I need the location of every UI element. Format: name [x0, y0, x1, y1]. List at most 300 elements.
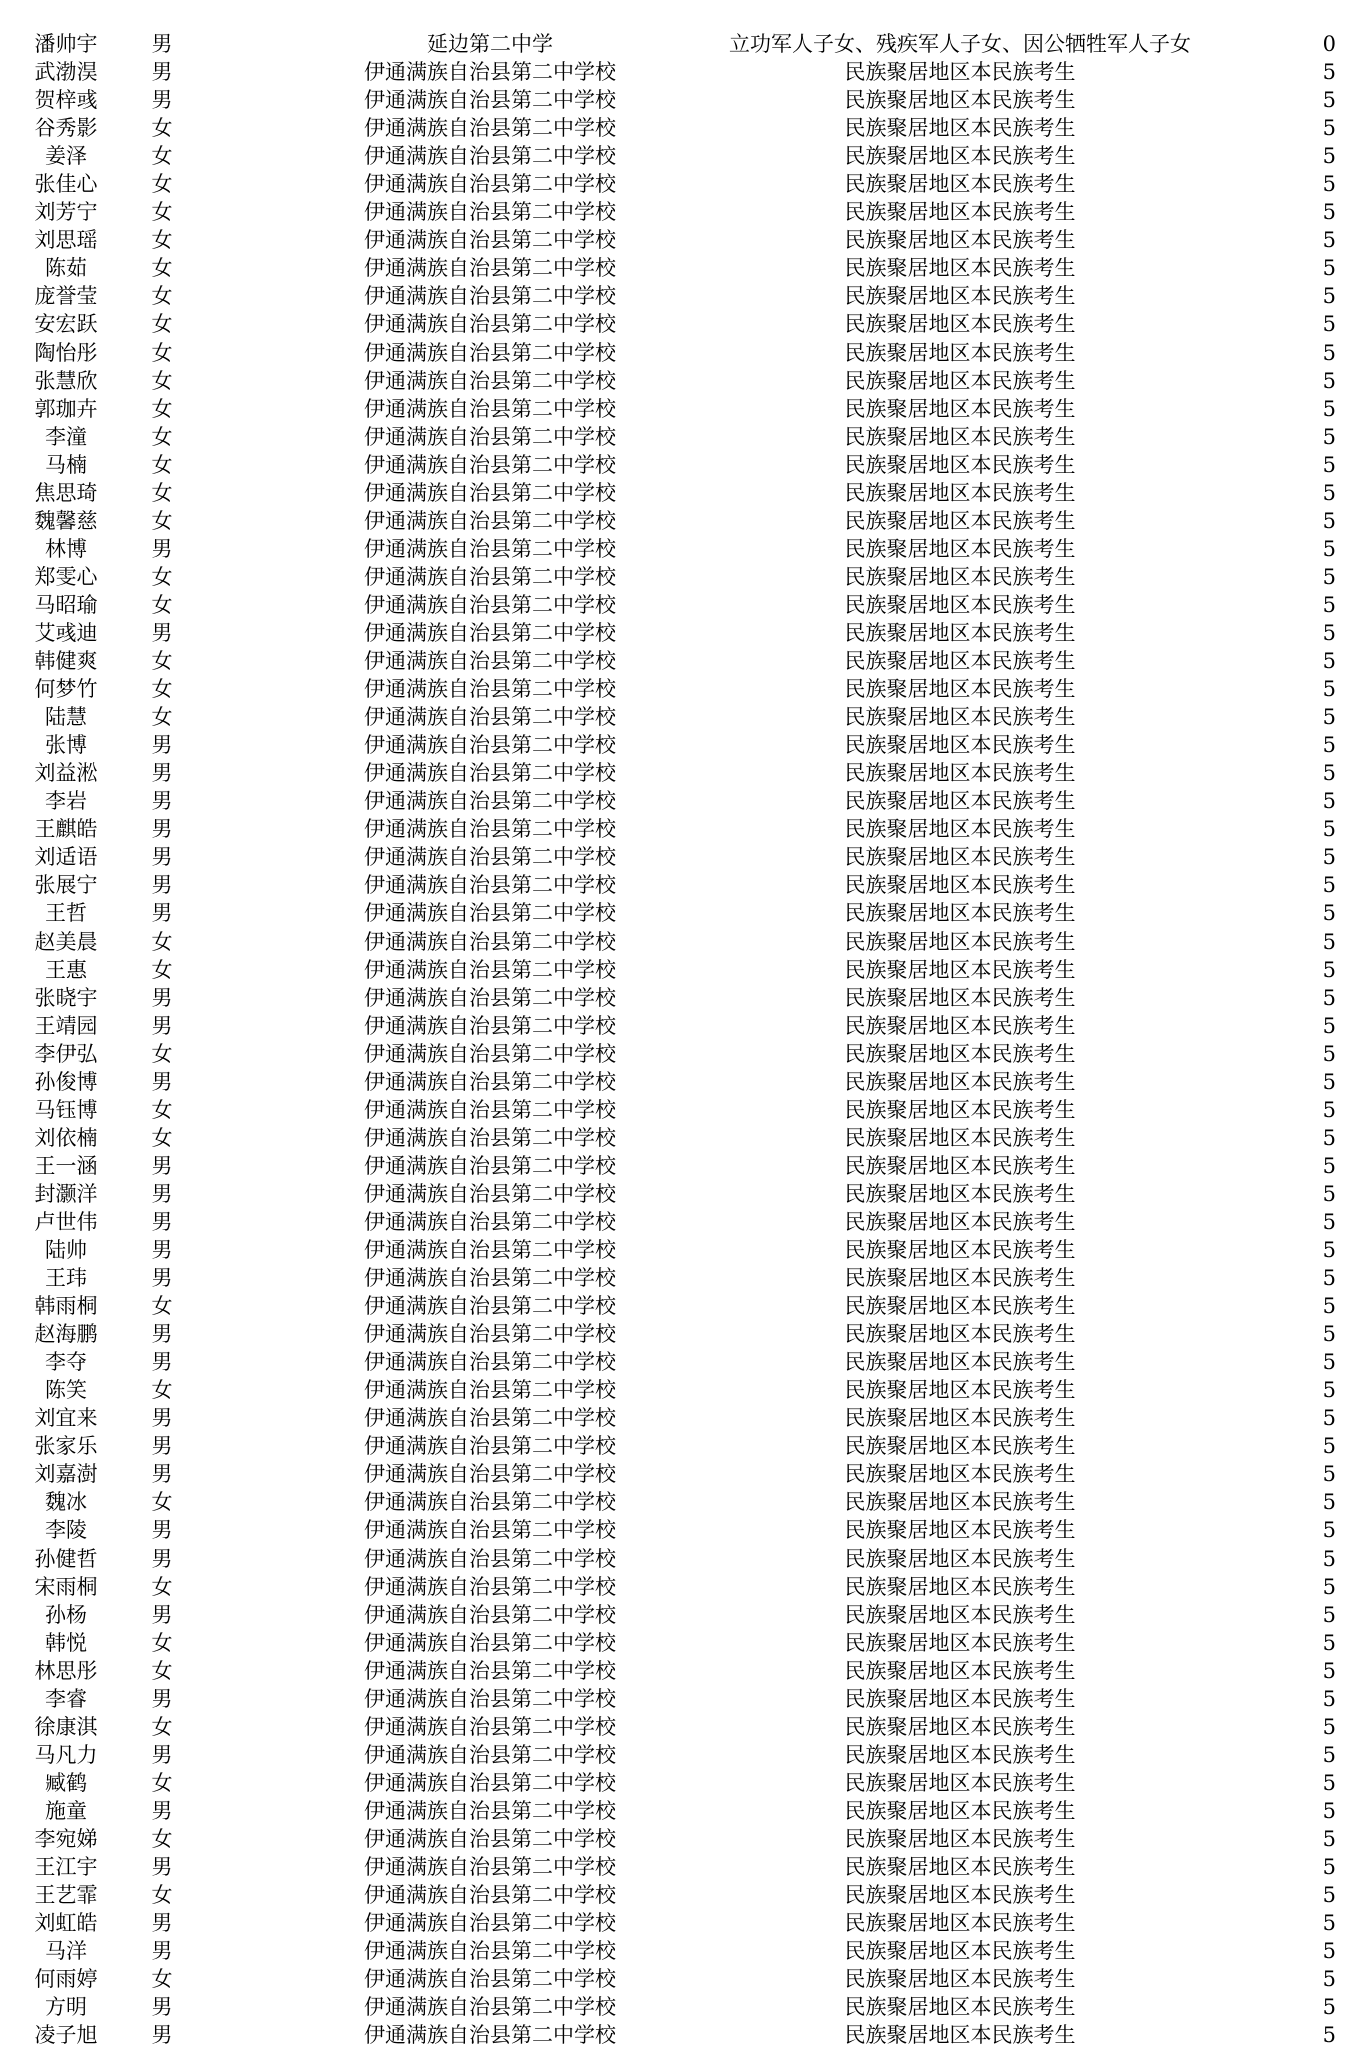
bonus-category: 民族聚居地区本民族考生 — [844, 1322, 1076, 1347]
bonus-points: 5 — [1322, 901, 1336, 926]
school-name: 伊通满族自治县第二中学校 — [364, 1827, 616, 1851]
student-gender: 女 — [151, 256, 173, 281]
bonus-points: 5 — [1322, 396, 1336, 421]
student-name: 李夺 — [45, 1350, 87, 1375]
student-gender: 男 — [151, 1855, 173, 1880]
school-name: 伊通满族自治县第二中学校 — [364, 1209, 616, 1234]
table-row — [0, 86, 1367, 114]
student-name: 陆慧 — [45, 705, 87, 730]
bonus-category: 民族聚居地区本民族考生 — [844, 60, 1076, 85]
bonus-category: 民族聚居地区本民族考生 — [844, 1406, 1076, 1431]
student-gender: 女 — [151, 1097, 173, 1122]
student-gender: 男 — [151, 536, 173, 561]
bonus-category: 民族聚居地区本民族考生 — [844, 1181, 1076, 1206]
table-row — [0, 1881, 1367, 1909]
student-name: 刘思瑶 — [34, 228, 98, 253]
school-name: 伊通满族自治县第二中学校 — [364, 1125, 616, 1150]
bonus-points: 5 — [1322, 985, 1336, 1010]
student-gender: 女 — [151, 649, 173, 674]
student-name: 李陵 — [45, 1518, 87, 1543]
table-row — [0, 254, 1367, 282]
student-gender: 男 — [151, 1939, 173, 1964]
student-gender: 男 — [151, 1686, 173, 1711]
table-row — [0, 1685, 1367, 1713]
student-gender: 男 — [151, 32, 173, 56]
bonus-category: 民族聚居地区本民族考生 — [844, 396, 1076, 421]
student-gender: 男 — [151, 1181, 173, 1206]
table-row — [0, 507, 1367, 535]
student-name: 张晓宇 — [34, 985, 98, 1010]
table-row — [0, 703, 1367, 731]
student-name: 王惠 — [45, 957, 87, 982]
bonus-points: 5 — [1322, 1518, 1336, 1543]
school-name: 伊通满族自治县第二中学校 — [364, 1686, 616, 1711]
school-name: 伊通满族自治县第二中学校 — [364, 116, 616, 141]
student-name: 卢世伟 — [34, 1209, 98, 1234]
school-name: 伊通满族自治县第二中学校 — [364, 1041, 616, 1066]
table-row — [0, 1320, 1367, 1348]
student-name: 凌子旭 — [34, 2023, 98, 2048]
bonus-points: 5 — [1322, 1069, 1336, 1094]
bonus-category: 民族聚居地区本民族考生 — [844, 508, 1076, 533]
student-name: 封灏洋 — [34, 1181, 98, 1206]
student-gender: 男 — [151, 620, 173, 645]
school-name: 伊通满族自治县第二中学校 — [364, 705, 616, 730]
bonus-category: 民族聚居地区本民族考生 — [844, 1125, 1076, 1150]
student-gender: 女 — [151, 564, 173, 589]
student-name: 张家乐 — [34, 1434, 98, 1459]
bonus-category: 民族聚居地区本民族考生 — [844, 789, 1076, 814]
school-name: 伊通满族自治县第二中学校 — [364, 1574, 616, 1599]
student-gender: 女 — [151, 1294, 173, 1319]
bonus-category: 民族聚居地区本民族考生 — [844, 200, 1076, 225]
bonus-points: 5 — [1322, 677, 1336, 702]
school-name: 伊通满族自治县第二中学校 — [364, 929, 616, 954]
bonus-category: 民族聚居地区本民族考生 — [844, 480, 1076, 505]
school-name: 伊通满族自治县第二中学校 — [364, 1855, 616, 1880]
school-name: 伊通满族自治县第二中学校 — [364, 620, 616, 645]
table-row — [0, 1488, 1367, 1516]
student-name: 潘帅宇 — [34, 32, 98, 56]
bonus-category: 民族聚居地区本民族考生 — [844, 1041, 1076, 1066]
student-name: 何雨婷 — [34, 1967, 98, 1992]
student-name: 庞誉莹 — [34, 284, 98, 309]
bonus-points: 5 — [1322, 1013, 1336, 1038]
table-row — [0, 1993, 1367, 2021]
table-row — [0, 843, 1367, 871]
table-row — [0, 1264, 1367, 1292]
bonus-points: 5 — [1322, 1490, 1336, 1515]
school-name: 伊通满族自治县第二中学校 — [364, 2023, 616, 2048]
bonus-points: 5 — [1322, 2023, 1336, 2048]
bonus-category: 民族聚居地区本民族考生 — [844, 761, 1076, 786]
student-name: 臧鹤 — [45, 1770, 87, 1795]
bonus-points: 5 — [1322, 1883, 1336, 1908]
student-name: 何梦竹 — [34, 677, 98, 702]
bonus-points: 5 — [1322, 1350, 1336, 1375]
table-row — [0, 928, 1367, 956]
student-gender: 女 — [151, 677, 173, 702]
bonus-points: 5 — [1322, 1546, 1336, 1571]
bonus-points: 5 — [1322, 256, 1336, 281]
student-name: 安宏跃 — [34, 312, 98, 337]
student-gender: 男 — [151, 1995, 173, 2020]
bonus-points: 5 — [1322, 312, 1336, 337]
table-row — [0, 591, 1367, 619]
table-row — [0, 1096, 1367, 1124]
table-row — [0, 1376, 1367, 1404]
bonus-category: 民族聚居地区本民族考生 — [844, 1798, 1076, 1823]
school-name: 伊通满族自治县第二中学校 — [364, 761, 616, 786]
table-row — [0, 170, 1367, 198]
bonus-category: 民族聚居地区本民族考生 — [844, 733, 1076, 758]
bonus-points: 5 — [1322, 789, 1336, 814]
student-gender: 男 — [151, 2023, 173, 2048]
bonus-points: 5 — [1322, 284, 1336, 309]
school-name: 伊通满族自治县第二中学校 — [364, 901, 616, 926]
student-gender: 男 — [151, 733, 173, 758]
table-row — [0, 984, 1367, 1012]
student-gender: 女 — [151, 480, 173, 505]
student-gender: 女 — [151, 200, 173, 225]
student-name: 姜泽 — [45, 144, 87, 169]
bonus-points: 0 — [1322, 32, 1336, 56]
bonus-points: 5 — [1322, 1266, 1336, 1291]
bonus-category: 民族聚居地区本民族考生 — [844, 340, 1076, 365]
table-row — [0, 1769, 1367, 1797]
bonus-category: 民族聚居地区本民族考生 — [844, 1266, 1076, 1291]
student-name: 马凡力 — [34, 1742, 98, 1767]
bonus-category: 民族聚居地区本民族考生 — [844, 1490, 1076, 1515]
bonus-points: 5 — [1322, 172, 1336, 197]
bonus-points: 5 — [1322, 761, 1336, 786]
bonus-points: 5 — [1322, 1742, 1336, 1767]
bonus-points: 5 — [1322, 733, 1336, 758]
table-row — [0, 1236, 1367, 1264]
bonus-category: 民族聚居地区本民族考生 — [844, 705, 1076, 730]
bonus-points: 5 — [1322, 1827, 1336, 1851]
bonus-category: 立功军人子女、残疾军人子女、因公牺牲军人子女 — [729, 32, 1191, 56]
student-gender: 女 — [151, 1041, 173, 1066]
school-name: 伊通满族自治县第二中学校 — [364, 1322, 616, 1347]
bonus-category: 民族聚居地区本民族考生 — [844, 256, 1076, 281]
student-gender: 女 — [151, 929, 173, 954]
student-gender: 男 — [151, 1153, 173, 1178]
school-name: 伊通满族自治县第二中学校 — [364, 1350, 616, 1375]
table-row — [0, 282, 1367, 310]
table-row — [0, 787, 1367, 815]
table-row — [0, 1629, 1367, 1657]
school-name: 伊通满族自治县第二中学校 — [364, 564, 616, 589]
school-name: 伊通满族自治县第二中学校 — [364, 1518, 616, 1543]
school-name: 伊通满族自治县第二中学校 — [364, 789, 616, 814]
table-row — [0, 1292, 1367, 1320]
bonus-points: 5 — [1322, 649, 1336, 674]
table-row — [0, 1741, 1367, 1769]
student-gender: 男 — [151, 1434, 173, 1459]
bonus-category: 民族聚居地区本民族考生 — [844, 901, 1076, 926]
bonus-points: 5 — [1322, 1238, 1336, 1263]
student-name: 刘益淞 — [34, 761, 98, 786]
school-name: 伊通满族自治县第二中学校 — [364, 312, 616, 337]
student-gender: 女 — [151, 1125, 173, 1150]
student-gender: 女 — [151, 705, 173, 730]
bonus-category: 民族聚居地区本民族考生 — [844, 1939, 1076, 1964]
bonus-points: 5 — [1322, 1770, 1336, 1795]
student-name: 陶怡彤 — [34, 340, 98, 365]
school-name: 伊通满族自治县第二中学校 — [364, 1798, 616, 1823]
bonus-points: 5 — [1322, 1967, 1336, 1992]
student-gender: 女 — [151, 284, 173, 309]
school-name: 伊通满族自治县第二中学校 — [364, 1378, 616, 1403]
school-name: 伊通满族自治县第二中学校 — [364, 1069, 616, 1094]
table-row — [0, 1657, 1367, 1685]
bonus-category: 民族聚居地区本民族考生 — [844, 284, 1076, 309]
school-name: 伊通满族自治县第二中学校 — [364, 1939, 616, 1964]
school-name: 伊通满族自治县第二中学校 — [364, 873, 616, 898]
table-row — [0, 395, 1367, 423]
bonus-category: 民族聚居地区本民族考生 — [844, 1714, 1076, 1739]
student-name: 徐康淇 — [34, 1714, 98, 1739]
table-row — [0, 1909, 1367, 1937]
bonus-category: 民族聚居地区本民族考生 — [844, 817, 1076, 842]
bonus-points: 5 — [1322, 1658, 1336, 1683]
table-row — [0, 198, 1367, 226]
table-row — [0, 142, 1367, 170]
bonus-category: 民族聚居地区本民族考生 — [844, 1686, 1076, 1711]
bonus-points: 5 — [1322, 929, 1336, 954]
bonus-points: 5 — [1322, 1097, 1336, 1122]
student-name: 贺梓彧 — [34, 88, 98, 113]
student-name: 陈笑 — [45, 1378, 87, 1403]
bonus-points: 5 — [1322, 536, 1336, 561]
school-name: 伊通满族自治县第二中学校 — [364, 1630, 616, 1655]
school-name: 伊通满族自治县第二中学校 — [364, 1490, 616, 1515]
bonus-category: 民族聚居地区本民族考生 — [844, 1013, 1076, 1038]
table-row — [0, 1348, 1367, 1376]
student-name: 刘适语 — [34, 845, 98, 870]
student-name: 马昭瑜 — [34, 592, 98, 617]
student-gender: 女 — [151, 1630, 173, 1655]
table-row — [0, 423, 1367, 451]
student-name: 李伊弘 — [34, 1041, 98, 1066]
bonus-category: 民族聚居地区本民族考生 — [844, 452, 1076, 477]
student-gender: 女 — [151, 592, 173, 617]
bonus-points: 5 — [1322, 480, 1336, 505]
table-row — [0, 1573, 1367, 1601]
bonus-category: 民族聚居地区本民族考生 — [844, 1995, 1076, 2020]
school-name: 伊通满族自治县第二中学校 — [364, 340, 616, 365]
student-name: 张博 — [45, 733, 87, 758]
student-name: 王一涵 — [34, 1153, 98, 1178]
school-name: 伊通满族自治县第二中学校 — [364, 200, 616, 225]
student-gender: 男 — [151, 1238, 173, 1263]
bonus-category: 民族聚居地区本民族考生 — [844, 873, 1076, 898]
school-name: 伊通满族自治县第二中学校 — [364, 88, 616, 113]
bonus-points: 5 — [1322, 1462, 1336, 1487]
bonus-points: 5 — [1322, 1939, 1336, 1964]
student-name: 施童 — [45, 1798, 87, 1823]
bonus-category: 民族聚居地区本民族考生 — [844, 1911, 1076, 1936]
bonus-points: 5 — [1322, 1322, 1336, 1347]
bonus-category: 民族聚居地区本民族考生 — [844, 564, 1076, 589]
bonus-category: 民族聚居地区本民族考生 — [844, 1602, 1076, 1627]
bonus-category: 民族聚居地区本民族考生 — [844, 536, 1076, 561]
student-name: 武渤淏 — [34, 60, 98, 85]
student-gender: 女 — [151, 368, 173, 393]
table-row — [0, 731, 1367, 759]
table-row — [0, 339, 1367, 367]
bonus-points: 5 — [1322, 620, 1336, 645]
bonus-points: 5 — [1322, 1855, 1336, 1880]
student-name: 赵海鹏 — [34, 1322, 98, 1347]
student-gender: 男 — [151, 88, 173, 113]
bonus-category: 民族聚居地区本民族考生 — [844, 620, 1076, 645]
school-name: 伊通满族自治县第二中学校 — [364, 592, 616, 617]
table-row — [0, 58, 1367, 86]
table-row — [0, 1068, 1367, 1096]
student-gender: 男 — [151, 901, 173, 926]
school-name: 伊通满族自治县第二中学校 — [364, 144, 616, 169]
school-name: 延边第二中学 — [427, 32, 553, 56]
bonus-points: 5 — [1322, 368, 1336, 393]
table-row — [0, 1545, 1367, 1573]
school-name: 伊通满族自治县第二中学校 — [364, 1714, 616, 1739]
student-gender: 女 — [151, 172, 173, 197]
bonus-category: 民族聚居地区本民族考生 — [844, 1883, 1076, 1908]
bonus-category: 民族聚居地区本民族考生 — [844, 1434, 1076, 1459]
student-gender: 男 — [151, 1742, 173, 1767]
student-gender: 男 — [151, 1322, 173, 1347]
student-gender: 女 — [151, 144, 173, 169]
bonus-points: 5 — [1322, 1378, 1336, 1403]
bonus-category: 民族聚居地区本民族考生 — [844, 228, 1076, 253]
student-gender: 女 — [151, 1490, 173, 1515]
bonus-points: 5 — [1322, 424, 1336, 449]
bonus-category: 民族聚居地区本民族考生 — [844, 1658, 1076, 1683]
school-name: 伊通满族自治县第二中学校 — [364, 1995, 616, 2020]
table-row — [0, 759, 1367, 787]
table-row — [0, 1432, 1367, 1460]
student-name: 孙俊博 — [34, 1069, 98, 1094]
school-name: 伊通满族自治县第二中学校 — [364, 284, 616, 309]
bonus-category: 民族聚居地区本民族考生 — [844, 957, 1076, 982]
bonus-category: 民族聚居地区本民族考生 — [844, 1770, 1076, 1795]
bonus-points: 5 — [1322, 340, 1336, 365]
bonus-category: 民族聚居地区本民族考生 — [844, 1742, 1076, 1767]
bonus-category: 民族聚居地区本民族考生 — [844, 677, 1076, 702]
student-name: 孙健哲 — [34, 1546, 98, 1571]
student-gender: 女 — [151, 424, 173, 449]
student-name: 赵美晨 — [34, 929, 98, 954]
school-name: 伊通满族自治县第二中学校 — [364, 172, 616, 197]
bonus-category: 民族聚居地区本民族考生 — [844, 1153, 1076, 1178]
student-name: 韩健爽 — [34, 649, 98, 674]
table-row — [0, 1012, 1367, 1040]
school-name: 伊通满族自治县第二中学校 — [364, 845, 616, 870]
student-gender: 男 — [151, 1350, 173, 1375]
school-name: 伊通满族自治县第二中学校 — [364, 1434, 616, 1459]
bonus-category: 民族聚居地区本民族考生 — [844, 845, 1076, 870]
student-name: 马钰博 — [34, 1097, 98, 1122]
student-table — [0, 30, 1367, 2049]
school-name: 伊通满族自治县第二中学校 — [364, 1013, 616, 1038]
student-name: 韩悦 — [45, 1630, 87, 1655]
table-row — [0, 1937, 1367, 1965]
bonus-category: 民族聚居地区本民族考生 — [844, 144, 1076, 169]
student-gender: 男 — [151, 1546, 173, 1571]
student-name: 谷秀影 — [34, 116, 98, 141]
bonus-category: 民族聚居地区本民族考生 — [844, 1518, 1076, 1543]
bonus-points: 5 — [1322, 1406, 1336, 1431]
student-name: 王玮 — [45, 1266, 87, 1291]
table-row — [0, 1713, 1367, 1741]
table-row — [0, 367, 1367, 395]
table-row — [0, 535, 1367, 563]
bonus-points: 5 — [1322, 1209, 1336, 1234]
bonus-points: 5 — [1322, 200, 1336, 225]
student-name: 韩雨桐 — [34, 1294, 98, 1319]
student-gender: 女 — [151, 1770, 173, 1795]
student-name: 宋雨桐 — [34, 1574, 98, 1599]
school-name: 伊通满族自治县第二中学校 — [364, 677, 616, 702]
school-name: 伊通满族自治县第二中学校 — [364, 228, 616, 253]
student-gender: 女 — [151, 1658, 173, 1683]
table-row — [0, 1825, 1367, 1853]
student-gender: 男 — [151, 789, 173, 814]
student-gender: 女 — [151, 957, 173, 982]
bonus-points: 5 — [1322, 817, 1336, 842]
bonus-category: 民族聚居地区本民族考生 — [844, 1462, 1076, 1487]
student-name: 陆帅 — [45, 1238, 87, 1263]
school-name: 伊通满族自治县第二中学校 — [364, 452, 616, 477]
student-gender: 男 — [151, 761, 173, 786]
student-gender: 男 — [151, 1013, 173, 1038]
school-name: 伊通满族自治县第二中学校 — [364, 1742, 616, 1767]
table-row — [0, 114, 1367, 142]
bonus-category: 民族聚居地区本民族考生 — [844, 116, 1076, 141]
student-name: 魏冰 — [45, 1490, 87, 1515]
student-gender: 男 — [151, 1266, 173, 1291]
bonus-category: 民族聚居地区本民族考生 — [844, 2023, 1076, 2048]
bonus-points: 5 — [1322, 1714, 1336, 1739]
bonus-category: 民族聚居地区本民族考生 — [844, 1069, 1076, 1094]
table-row — [0, 1797, 1367, 1825]
school-name: 伊通满族自治县第二中学校 — [364, 1406, 616, 1431]
table-row — [0, 1040, 1367, 1068]
school-name: 伊通满族自治县第二中学校 — [364, 1967, 616, 1992]
bonus-category: 民族聚居地区本民族考生 — [844, 592, 1076, 617]
bonus-category: 民族聚居地区本民族考生 — [844, 1209, 1076, 1234]
student-name: 张慧欣 — [34, 368, 98, 393]
bonus-points: 5 — [1322, 564, 1336, 589]
bonus-category: 民族聚居地区本民族考生 — [844, 1378, 1076, 1403]
school-name: 伊通满族自治县第二中学校 — [364, 1181, 616, 1206]
student-gender: 女 — [151, 508, 173, 533]
student-name: 方明 — [45, 1995, 87, 2020]
bonus-points: 5 — [1322, 1686, 1336, 1711]
bonus-category: 民族聚居地区本民族考生 — [844, 929, 1076, 954]
student-gender: 男 — [151, 1798, 173, 1823]
bonus-points: 5 — [1322, 228, 1336, 253]
school-name: 伊通满族自治县第二中学校 — [364, 508, 616, 533]
bonus-category: 民族聚居地区本民族考生 — [844, 1967, 1076, 1992]
bonus-points: 5 — [1322, 592, 1336, 617]
table-row — [0, 956, 1367, 984]
table-row — [0, 647, 1367, 675]
bonus-points: 5 — [1322, 1181, 1336, 1206]
bonus-points: 5 — [1322, 1995, 1336, 2020]
